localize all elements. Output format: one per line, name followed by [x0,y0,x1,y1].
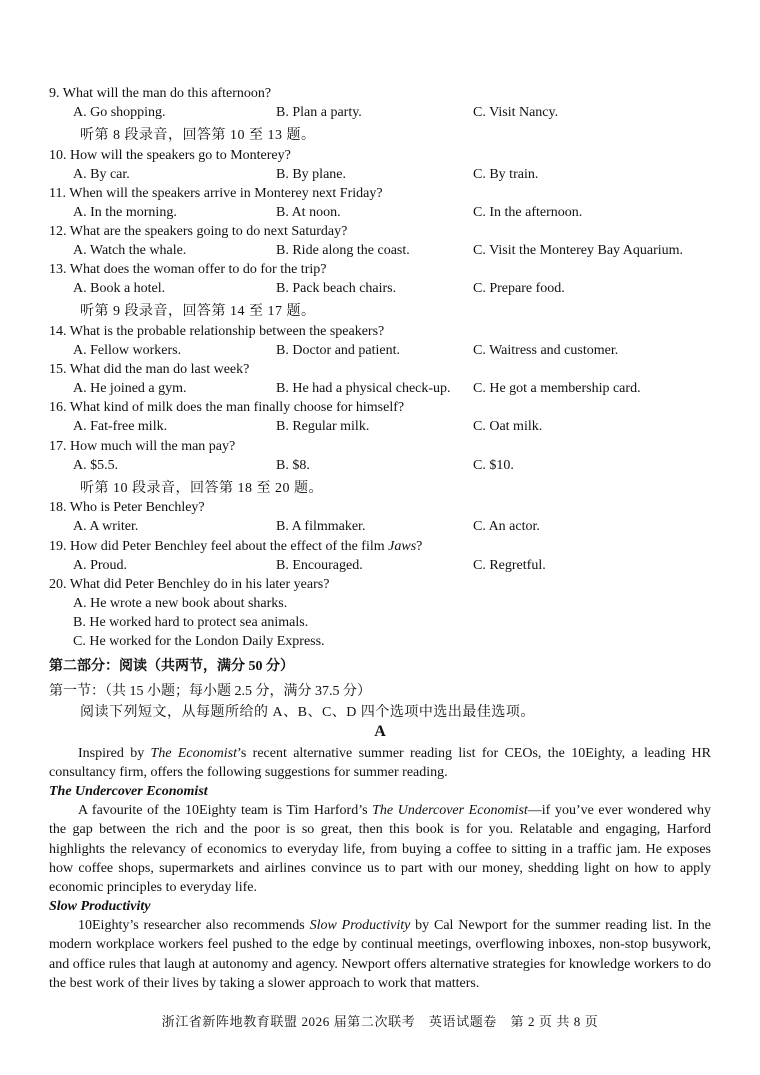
question-19-stem-text: 19. How did Peter Benchley feel about the effect of the film [49,539,389,554]
question-13-stem: 13. What does the woman offer to do for the trip? [49,262,327,277]
question-19-stem [49,537,422,556]
question-19-option-a: A. Proud. [73,558,128,573]
book-2-text-2: by Cal Newport for the summer reading list. In the modern workplace workers feel pushed to the edge by continual meetings, overflowing inboxes, non-stop busywork, and office rules that laugh at autonomy and agency. Newport offers alternative strategies for knowledge workers to do the best work of their lives by taking a slower approach to work that matters. [49,918,711,991]
book-2-italic: Slow Productivity [309,918,411,933]
section-2-part-1: 第一节：（共 15 小题；每小题 2.5 分，满分 37.5 分） [49,684,371,699]
question-12-option-a: A. Watch the whale. [73,243,187,258]
question-18-option-c: C. An actor. [473,519,540,534]
question-14-option-a: A. Fellow workers. [73,343,182,358]
question-18-stem: 18. Who is Peter Benchley? [49,500,205,515]
question-15-option-c: C. He got a membership card. [473,381,641,396]
intro-text-2: ’s recent alternative summer reading list for CEOs, the 10Eighty, a leading HR consultancy firm, offers the following suggestions for summer reading. [49,746,711,781]
question-15-option-b: B. He had a physical check-up. [276,381,451,396]
question-9-stem: 9. What will the man do this afternoon? [49,86,272,101]
question-10-option-c: C. By train. [473,167,539,182]
passage-intro [49,744,711,783]
question-17-stem: 17. How much will the man pay? [49,439,236,454]
question-12-stem: 12. What are the speakers going to do next Saturday? [49,224,348,239]
question-13-option-c: C. Prepare food. [473,281,565,296]
book-1-text-2: —if you’ve ever wondered why the gap between the rich and the poor is so great, then this book is for you. Relatable and engaging, Harford highlights the relevancy of economics to everyday life, from buying a coffee to sitting in a traffic jam. He exposes how coffee shops, supermarkets and airlines convince us to part with our money, shedding light on how to apply economic principles to everyday life. [49,803,712,896]
book-2-heading: Slow Productivity [49,899,151,914]
book-1-paragraph [49,801,711,897]
question-13-option-b: B. Pack beach chairs. [276,281,397,296]
question-9-option-b: B. Plan a party. [276,105,362,120]
intro-italic: The Economist [150,746,237,761]
book-2-paragraph [49,916,711,993]
passage-letter: A [374,723,386,740]
question-10-option-a: A. By car. [73,167,130,182]
question-14-stem: 14. What is the probable relationship between the speakers? [49,324,385,339]
instruction-segment-9: 听第 9 段录音，回答第 14 至 17 题。 [80,304,316,319]
question-16-option-b: B. Regular milk. [276,419,370,434]
book-2-text-1: 10Eighty’s researcher also recommends [78,918,310,933]
book-1-text-1: A favourite of the 10Eighty team is Tim Harford’s [78,803,373,818]
question-11-option-b: B. At noon. [276,205,341,220]
question-20-option-b: B. He worked hard to protect sea animals. [73,615,309,630]
question-18-option-a: A. A writer. [73,519,139,534]
question-11-stem: 11. When will the speakers arrive in Monterey next Friday? [49,186,383,201]
page-footer: 浙江省新阵地教育联盟 2026 届第二次联考 英语试题卷 第 2 页 共 8 页 [161,1014,599,1029]
question-15-option-a: A. He joined a gym. [73,381,187,396]
question-9-option-a: A. Go shopping. [73,105,166,120]
question-11-option-a: A. In the morning. [73,205,177,220]
film-title-jaws: Jaws [388,539,417,554]
question-12-option-c: C. Visit the Monterey Bay Aquarium. [473,243,684,258]
question-20-option-c: C. He worked for the London Daily Express. [73,634,325,649]
question-10-option-b: B. By plane. [276,167,346,182]
instruction-segment-10: 听第 10 段录音，回答第 18 至 20 题。 [80,481,323,496]
question-18-option-b: B. A filmmaker. [276,519,366,534]
question-14-option-b: B. Doctor and patient. [276,343,401,358]
question-9-option-c: C. Visit Nancy. [473,105,559,120]
question-20-stem: 20. What did Peter Benchley do in his later years? [49,577,330,592]
question-15-stem: 15. What did the man do last week? [49,362,250,377]
book-1-italic: The Undercover Economist [372,803,528,818]
question-16-option-a: A. Fat-free milk. [73,419,168,434]
question-17-option-c: C. $10. [473,458,514,473]
question-10-stem: 10. How will the speakers go to Monterey? [49,148,291,163]
intro-text-1: Inspired by [78,746,151,761]
question-11-option-c: C. In the afternoon. [473,205,583,220]
section-2-title: 第二部分：阅读（共两节，满分 50 分） [49,659,294,674]
question-19-option-c: C. Regretful. [473,558,546,573]
question-13-option-a: A. Book a hotel. [73,281,166,296]
question-16-option-c: C. Oat milk. [473,419,543,434]
question-16-stem: 16. What kind of milk does the man finally choose for himself? [49,400,405,415]
instruction-segment-8: 听第 8 段录音，回答第 10 至 13 题。 [80,128,316,143]
question-19-stem-end: ? [416,539,423,554]
question-19-option-b: B. Encouraged. [276,558,363,573]
question-20-option-a: A. He wrote a new book about sharks. [73,596,288,611]
question-17-option-b: B. $8. [276,458,310,473]
reading-directions: 阅读下列短文，从每题所给的 A、B、C、D 四个选项中选出最佳选项。 [80,705,535,720]
book-1-heading: The Undercover Economist [49,784,208,799]
question-12-option-b: B. Ride along the coast. [276,243,410,258]
question-17-option-a: A. $5.5. [73,458,119,473]
question-14-option-c: C. Waitress and customer. [473,343,619,358]
